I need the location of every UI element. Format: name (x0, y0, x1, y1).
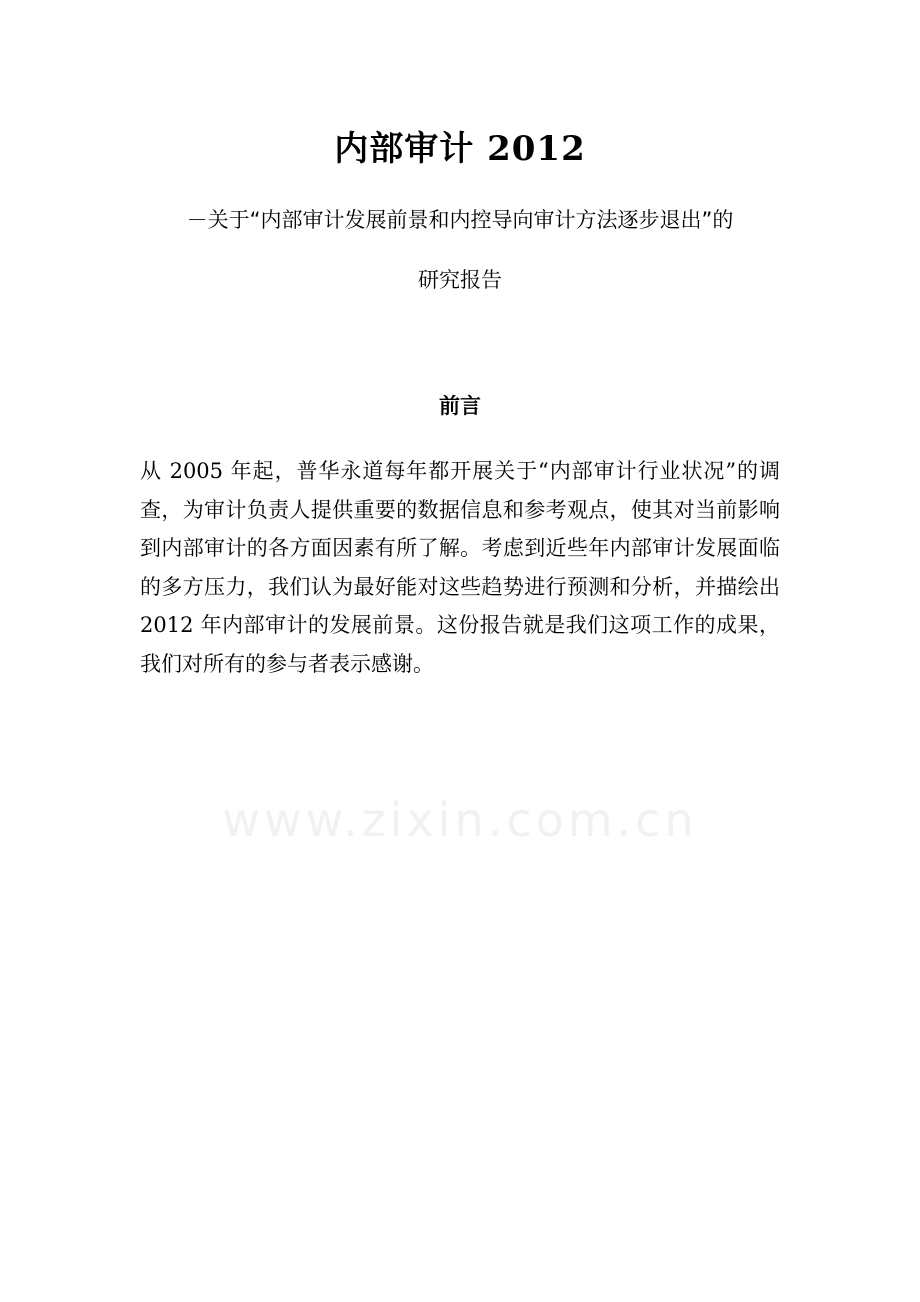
preface-line: 查，为审计负责人提供重要的数据信息和参考观点，使其对当前影响 (140, 497, 780, 522)
document-subtitle-line2: 研究报告 (418, 268, 502, 292)
preface-line: 我们对所有的参与者表示感谢。 (140, 651, 434, 676)
watermark: www.zixin.com.cn (222, 793, 698, 847)
preface-line: 从 2005 年起，普华永道每年都开展关于“内部审计行业状况”的调 (140, 459, 780, 483)
preface-line: 的多方压力，我们认为最好能对这些趋势进行预测和分析，并描绘出 (140, 574, 780, 599)
preface-body (140, 452, 780, 683)
document-title: 内部审计 2012 (334, 129, 586, 169)
preface-line: 2012 年内部审计的发展前景。这份报告就是我们这项工作的成果， (140, 613, 780, 637)
preface-heading: 前言 (439, 393, 481, 418)
document-subtitle-line1: －关于“内部审计发展前景和内控导向审计方法逐步退出”的 (186, 208, 734, 232)
preface-line: 到内部审计的各方面因素有所了解。考虑到近些年内部审计发展面临 (140, 536, 780, 560)
